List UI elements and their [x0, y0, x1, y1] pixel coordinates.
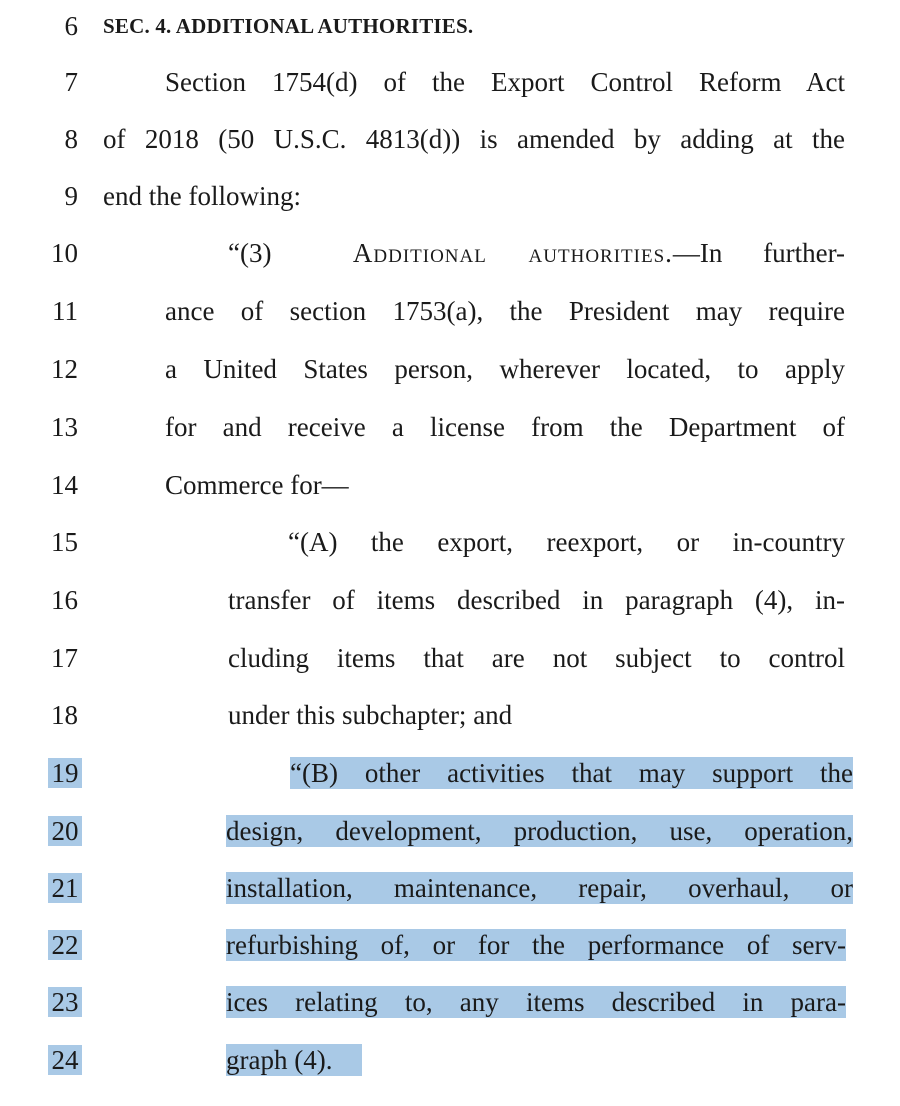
document-line: [0, 580, 900, 620]
line-text: for and receive a license from the Department of: [165, 412, 845, 442]
line-number: 15: [51, 527, 78, 557]
line-text: Section 1754(d) of the Export Control Reform Act: [165, 67, 845, 97]
section-heading: SEC. 4. ADDITIONAL AUTHORITIES.: [103, 14, 474, 38]
line-number: 17: [51, 643, 78, 673]
document-line: [0, 291, 900, 331]
paragraph-lead: —In further-: [672, 238, 846, 268]
selected-text[interactable]: installation, maintenance, repair, overhaul, or: [226, 873, 853, 903]
document-line: [0, 638, 900, 678]
line-text: ance of section 1753(a), the President may require: [165, 296, 845, 326]
selected-text[interactable]: graph (4).: [226, 1044, 362, 1076]
line-text: Commerce for—: [165, 470, 349, 500]
document-line: [0, 465, 900, 505]
line-number: 6: [64, 11, 78, 41]
paragraph-heading: Additional authorities.: [352, 238, 673, 268]
document-line: [0, 407, 900, 447]
line-text: transfer of items described in paragraph (4), in-: [228, 585, 845, 615]
line-number: 13: [51, 412, 78, 442]
document-line: [0, 233, 900, 273]
document-line: [0, 349, 900, 389]
line-number: 14: [51, 470, 78, 500]
document-line-selected[interactable]: [0, 982, 900, 1022]
line-number: 9: [64, 181, 78, 211]
selected-text[interactable]: design, development, production, use, operation,: [226, 816, 853, 846]
document-line-selected[interactable]: [0, 753, 900, 793]
line-text: under this subchapter; and: [228, 700, 513, 730]
line-number: 16: [51, 585, 78, 615]
line-text: cluding items that are not subject to control: [228, 643, 845, 673]
document-line: [0, 62, 900, 102]
line-text: “(A) the export, reexport, or in-country: [288, 527, 845, 557]
document-line-selected[interactable]: [0, 1040, 900, 1080]
line-number-selected: 19: [48, 758, 82, 788]
line-number: 8: [64, 124, 78, 154]
line-number: 7: [64, 67, 78, 97]
line-number-selected: 22: [48, 930, 82, 960]
line-number: 12: [51, 354, 78, 384]
document-line-selected[interactable]: [0, 925, 900, 965]
line-text: a United States person, wherever located, to apply: [165, 354, 845, 384]
line-number-selected: 23: [48, 987, 82, 1017]
line-number: 18: [51, 700, 78, 730]
paragraph-marker: “(3): [228, 238, 272, 268]
line-text: [228, 233, 845, 273]
document-line: [0, 6, 900, 46]
line-number: 10: [51, 238, 78, 268]
line-text: end the following:: [103, 181, 301, 211]
line-number-selected: 24: [48, 1045, 82, 1075]
document-line: [0, 522, 900, 562]
document-line: [0, 176, 900, 216]
selected-text[interactable]: refurbishing of, or for the performance of serv-: [226, 930, 846, 960]
selected-text[interactable]: “(B) other activities that may support the: [290, 758, 853, 788]
line-text: of 2018 (50 U.S.C. 4813(d)) is amended by adding at the: [103, 124, 845, 154]
line-number-selected: 21: [48, 873, 82, 903]
document-line: [0, 119, 900, 159]
selected-text[interactable]: ices relating to, any items described in para-: [226, 987, 846, 1017]
line-number: 11: [52, 296, 78, 326]
document-line: [0, 695, 900, 735]
document-line-selected[interactable]: [0, 868, 900, 908]
document-line-selected[interactable]: [0, 811, 900, 851]
line-number-selected: 20: [48, 816, 82, 846]
